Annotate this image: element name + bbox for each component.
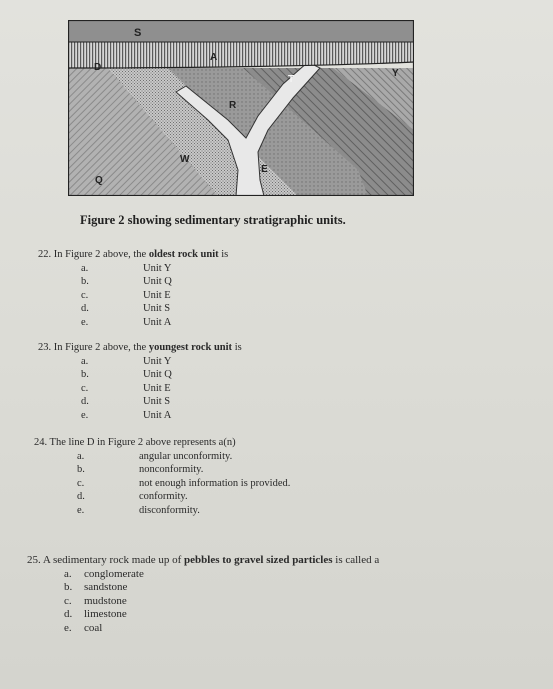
option-25-a[interactable]: a. conglomerate bbox=[64, 567, 144, 580]
question-23 bbox=[38, 341, 242, 422]
question-22-stem: 22. In Figure 2 above, the oldest rock unit is bbox=[38, 249, 229, 260]
option-23-b[interactable]: b. Unit Q bbox=[81, 369, 172, 380]
question-24-stem: 24. The line D in Figure 2 above represents a(n) bbox=[34, 437, 236, 448]
option-25-c[interactable]: c. mudstone bbox=[64, 594, 127, 607]
stratigraphic-figure bbox=[68, 20, 414, 196]
option-22-a[interactable]: a. Unit Y bbox=[81, 262, 172, 274]
option-22-d[interactable]: d. Unit S bbox=[81, 303, 171, 314]
question-23-stem: 23. In Figure 2 above, the youngest rock unit is bbox=[38, 342, 242, 353]
question-24 bbox=[34, 436, 290, 517]
label-a: A bbox=[210, 52, 218, 63]
option-24-c[interactable]: c. not enough information is provided. bbox=[77, 477, 291, 489]
question-25-stem: 25. A sedimentary rock made up of pebbles to gravel sized particles is called a bbox=[27, 554, 380, 566]
label-t: T bbox=[288, 74, 295, 85]
label-q: Q bbox=[95, 175, 103, 186]
label-d: D bbox=[94, 62, 102, 73]
question-25 bbox=[27, 554, 379, 635]
option-24-e[interactable]: e. disconformity. bbox=[77, 504, 200, 516]
option-22-c[interactable]: c. Unit E bbox=[81, 289, 171, 301]
option-25-b[interactable]: b. sandstone bbox=[64, 581, 128, 593]
option-23-d[interactable]: d. Unit S bbox=[81, 396, 171, 407]
option-22-b[interactable]: b. Unit Q bbox=[81, 276, 172, 287]
question-22 bbox=[38, 248, 228, 329]
option-25-d[interactable]: d. limestone bbox=[64, 608, 127, 620]
option-24-a[interactable]: a. angular unconformity. bbox=[77, 450, 233, 462]
option-24-b[interactable]: b. nonconformity. bbox=[77, 464, 204, 475]
option-23-c[interactable]: c. Unit E bbox=[81, 382, 171, 394]
label-r: R bbox=[229, 100, 237, 111]
label-w: W bbox=[180, 154, 190, 165]
option-22-e[interactable]: e. Unit A bbox=[81, 316, 172, 328]
label-e: E bbox=[261, 164, 268, 175]
label-s: S bbox=[134, 27, 142, 39]
option-25-e[interactable]: e. coal bbox=[64, 621, 103, 634]
figure-caption: Figure 2 showing sedimentary stratigraphic units. bbox=[80, 213, 346, 227]
option-23-a[interactable]: a. Unit Y bbox=[81, 355, 172, 367]
label-y: Y bbox=[392, 68, 399, 79]
option-24-d[interactable]: d. conformity. bbox=[77, 491, 188, 502]
unit-s bbox=[68, 20, 414, 42]
option-23-e[interactable]: e. Unit A bbox=[81, 409, 172, 421]
